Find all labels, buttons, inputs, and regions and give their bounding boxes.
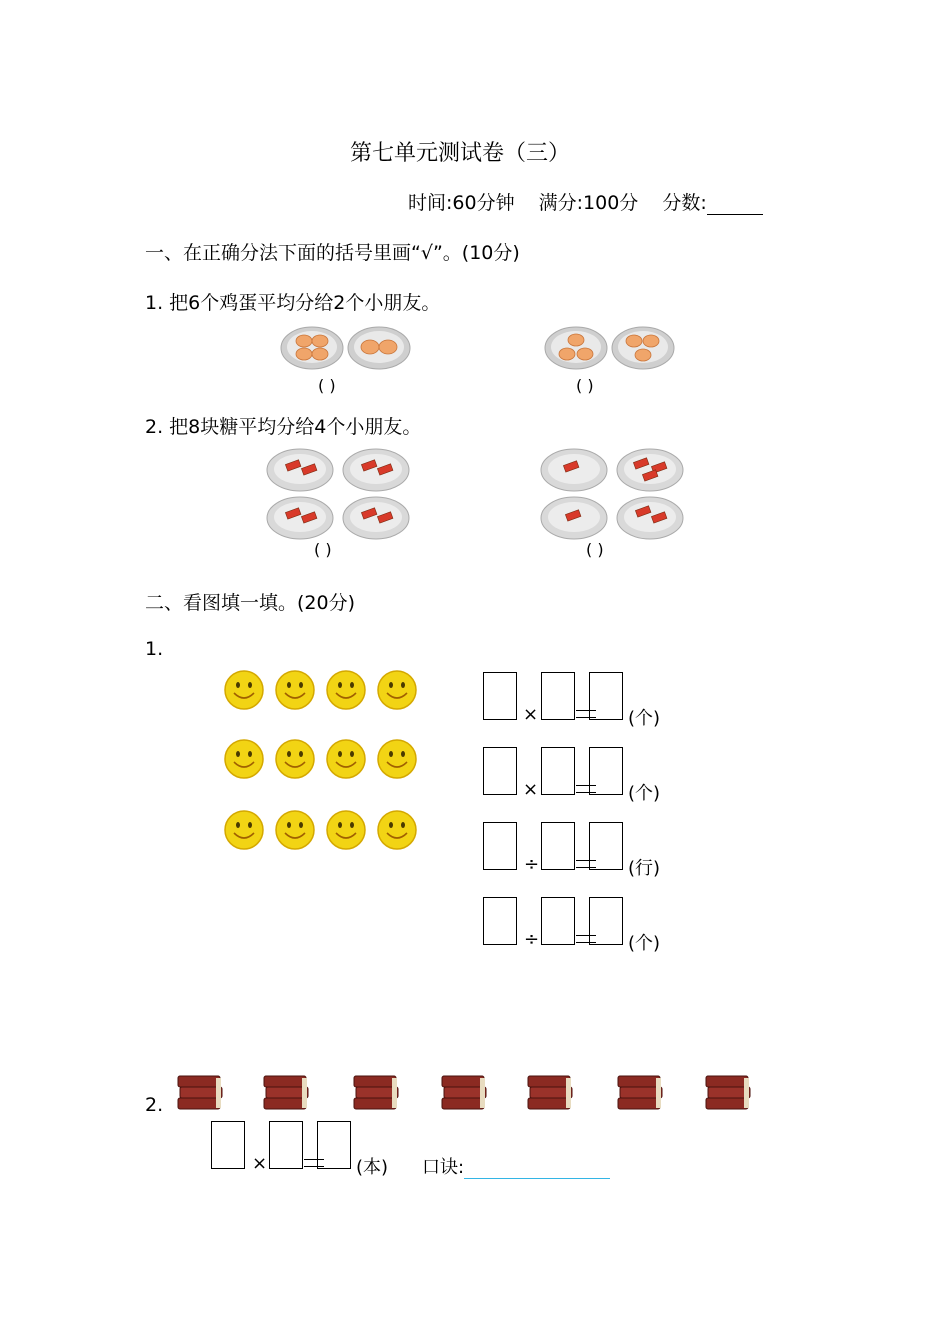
eq1-unit: (个)	[628, 708, 661, 729]
eq4-unit: (个)	[628, 933, 661, 954]
q2-box-3[interactable]	[317, 1121, 351, 1169]
candy-plates-option-b	[540, 448, 686, 542]
eq3-operator: ÷	[524, 854, 540, 875]
eq1-box-3[interactable]	[589, 672, 623, 720]
page-title: 第七单元测试卷（三）	[350, 141, 571, 166]
eq1-operator: ×	[523, 704, 539, 725]
eq3-box-3[interactable]	[589, 822, 623, 870]
answer-paren-candy-a[interactable]: ( )	[314, 540, 332, 559]
eq3-box-2[interactable]	[541, 822, 575, 870]
book-stacks	[176, 1072, 756, 1114]
exam-meta	[408, 188, 781, 215]
eq2-box-1[interactable]	[483, 747, 517, 795]
score-label: 分数:	[662, 192, 707, 214]
eq2-unit: (个)	[628, 783, 661, 804]
time-limit: 时间:60分钟	[408, 192, 515, 214]
section2-question1-label: 1.	[145, 638, 164, 660]
egg-plates-option-b	[544, 326, 676, 370]
koujue-label: 口诀:	[422, 1157, 465, 1178]
q2-box-2[interactable]	[269, 1121, 303, 1169]
eq2-box-2[interactable]	[541, 747, 575, 795]
answer-paren-egg-a[interactable]: ( )	[318, 376, 336, 395]
eq1-box-2[interactable]	[541, 672, 575, 720]
eq4-box-3[interactable]	[589, 897, 623, 945]
section2-question2-label: 2.	[145, 1094, 164, 1116]
full-score: 满分:100分	[538, 192, 639, 214]
eq2-box-3[interactable]	[589, 747, 623, 795]
section2-heading: 二、看图填一填。(20分)	[145, 592, 356, 614]
koujue-field	[422, 1153, 610, 1179]
eq4-operator: ÷	[524, 929, 540, 950]
egg-plates-option-a	[280, 326, 412, 370]
section1-heading: 一、在正确分法下面的括号里画“√”。(10分)	[145, 242, 520, 264]
section1-question2: 2. 把8块糖平均分给4个小朋友。	[145, 416, 422, 438]
eq4-box-2[interactable]	[541, 897, 575, 945]
section1-question1: 1. 把6个鸡蛋平均分给2个小朋友。	[145, 292, 441, 314]
q2-box-1[interactable]	[211, 1121, 245, 1169]
answer-paren-egg-b[interactable]: ( )	[576, 376, 594, 395]
eq4-box-1[interactable]	[483, 897, 517, 945]
candy-plates-option-a	[266, 448, 412, 542]
eq3-box-1[interactable]	[483, 822, 517, 870]
eq1-box-1[interactable]	[483, 672, 517, 720]
eq3-unit: (行)	[628, 858, 661, 879]
koujue-answer-line[interactable]	[464, 1158, 610, 1179]
answer-paren-candy-b[interactable]: ( )	[586, 540, 604, 559]
q2-unit: (本)	[356, 1157, 389, 1178]
eq2-operator: ×	[523, 779, 539, 800]
q2-operator: ×	[252, 1153, 268, 1174]
smiley-faces-grid	[222, 668, 422, 854]
score-blank[interactable]	[707, 196, 763, 215]
